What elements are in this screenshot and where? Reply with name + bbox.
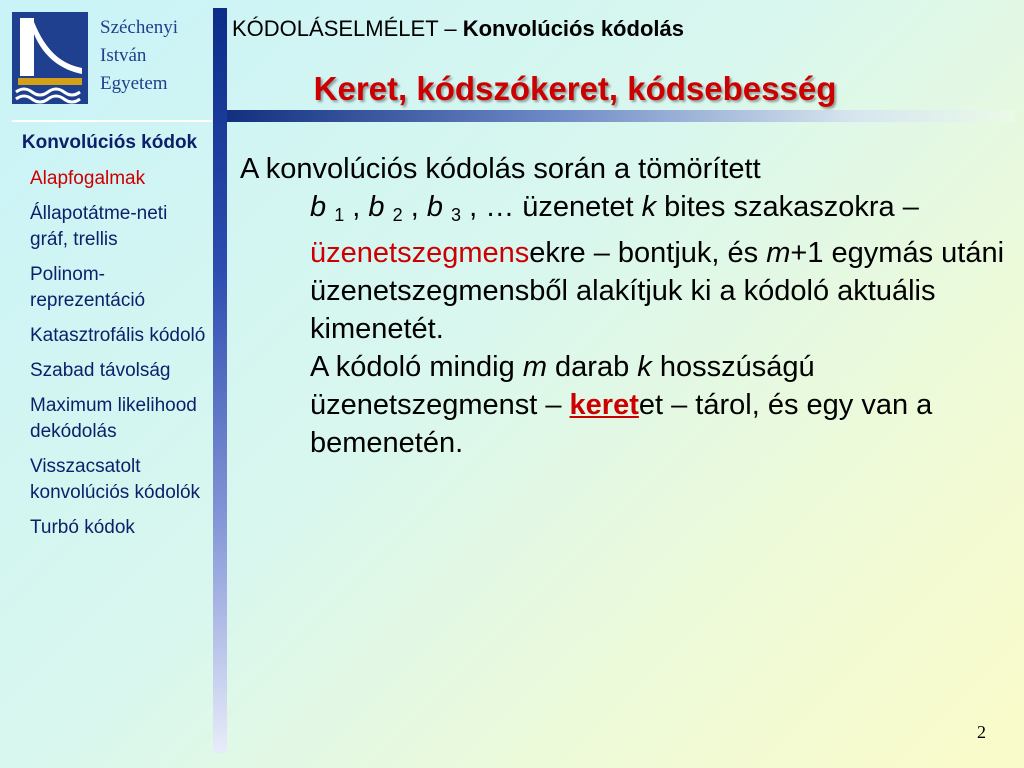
p2-text-d: et – tárol, és egy van a bemenetén. bbox=[310, 389, 933, 459]
university-name-line2: István bbox=[100, 45, 147, 66]
course-title bbox=[232, 16, 684, 42]
paragraph-2 bbox=[240, 348, 1010, 462]
symbol-k-2: k bbox=[637, 351, 652, 383]
symbol-b2: b bbox=[368, 191, 385, 223]
slide-title: Keret, kódszókeret, kódsebesség bbox=[313, 70, 837, 107]
sidebar-item-allapotatmeneti-graf[interactable]: Állapotátme-neti gráf, trellis bbox=[30, 203, 168, 250]
sidebar-item-turbo-kodok[interactable]: Turbó kódok bbox=[30, 517, 135, 538]
slide-body bbox=[240, 150, 1010, 462]
symbol-m-2: m bbox=[522, 351, 547, 383]
university-name bbox=[100, 14, 178, 98]
highlight-uzenetszegmens: üzenetszegmens bbox=[310, 237, 530, 269]
subscript-2: 2 bbox=[392, 205, 403, 225]
symbol-k: k bbox=[641, 191, 657, 223]
sidebar-nav bbox=[12, 130, 207, 550]
university-name-line3: Egyetem bbox=[100, 73, 168, 94]
symbol-m: m bbox=[766, 237, 791, 269]
separator-2: , bbox=[410, 191, 427, 223]
subscript-1: 1 bbox=[334, 205, 345, 225]
sidebar-item-maximum-likelihood[interactable]: Maximum likelihood dekódolás bbox=[30, 395, 197, 442]
page-number: 2 bbox=[977, 722, 986, 742]
sidebar-item-katasztrofalis-kodolo[interactable]: Katasztrofális kódoló bbox=[30, 325, 206, 346]
p1-text-b: , … üzenetet bbox=[469, 191, 642, 223]
horizontal-divider-bar bbox=[227, 110, 1014, 122]
p1-text-c: bites szakaszokra – bbox=[656, 191, 919, 223]
course-title-bold: Konvolúciós kódolás bbox=[462, 16, 684, 41]
p1-text-a: A konvolúciós kódolás során a tömörített bbox=[240, 153, 761, 185]
highlight-keret: keret bbox=[569, 389, 639, 421]
symbol-b3: b bbox=[426, 191, 443, 223]
sidebar-item-visszacsatolt-kodolok[interactable]: Visszacsatolt konvolúciós kódolók bbox=[30, 456, 201, 503]
subscript-3: 3 bbox=[451, 205, 462, 225]
p2-text-c: hosszúságú üzenetszegmenst – bbox=[310, 351, 815, 421]
bridge-logo-icon bbox=[12, 12, 88, 104]
symbol-b1: b bbox=[310, 191, 327, 223]
vertical-divider-bar bbox=[213, 8, 227, 753]
p2-text-b: darab bbox=[546, 351, 638, 383]
sidebar-divider bbox=[12, 120, 212, 122]
p2-text-a: A kódoló mindig bbox=[310, 351, 523, 383]
p1-text-e: +1 egymás utáni üzenetszegmensből alakítjuk ki a kódoló aktuális kimenetét. bbox=[310, 237, 1005, 345]
sidebar-heading: Konvolúciós kódok bbox=[21, 132, 198, 153]
paragraph-1 bbox=[240, 150, 1010, 348]
p1-text-d: ekre – bontjuk, és bbox=[529, 237, 767, 269]
course-title-plain: KÓDOLÁSELMÉLET – bbox=[232, 16, 463, 41]
sidebar-item-szabad-tavolsag[interactable]: Szabad távolság bbox=[30, 360, 171, 381]
sidebar-item-polinom-reprezentacio[interactable]: Polinom-reprezentáció bbox=[30, 264, 146, 311]
university-name-line1: Széchenyi bbox=[100, 17, 179, 38]
university-logo bbox=[12, 12, 88, 104]
separator-1: , bbox=[352, 191, 369, 223]
sidebar-item-alapfogalmak[interactable]: Alapfogalmak bbox=[30, 168, 146, 189]
